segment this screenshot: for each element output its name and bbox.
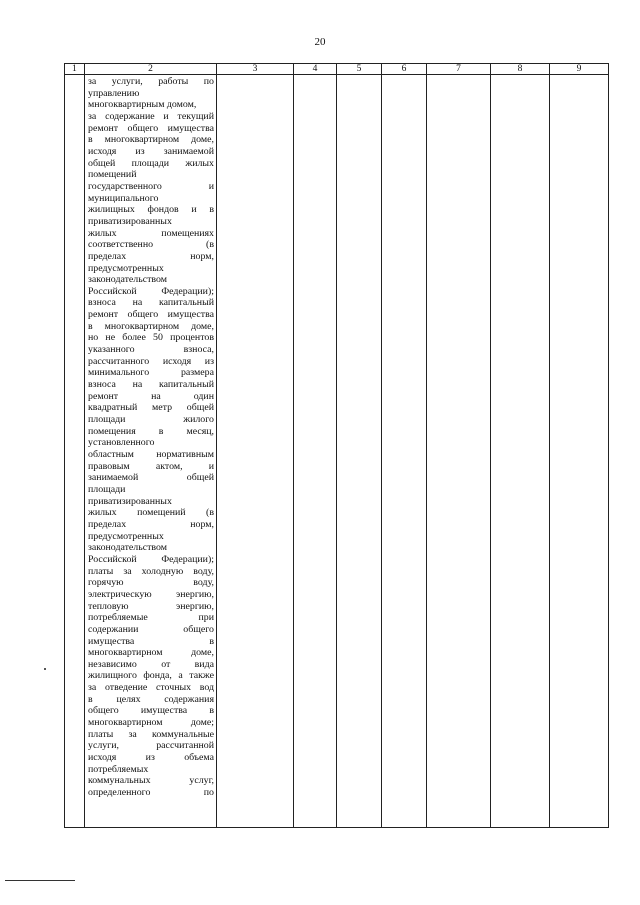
column-header-8: 8 (491, 64, 550, 75)
cell-col-3 (217, 75, 294, 828)
column-header-5: 5 (337, 64, 382, 75)
text-line: многоквартирным домом, (88, 99, 197, 111)
column-header-1: 1 (65, 64, 85, 75)
text-line: но не более 50 процентов (88, 332, 214, 344)
cell-col-9 (550, 75, 609, 828)
text-line: многоквартирном доме, (88, 647, 214, 659)
text-line: рассчитанного исходя из (88, 355, 214, 367)
scan-artifact (44, 668, 46, 670)
cell-col-6 (382, 75, 427, 828)
text-line: потребляемых (88, 763, 149, 775)
text-line: площади (88, 483, 126, 495)
column-header-4: 4 (294, 64, 337, 75)
table-row (65, 75, 609, 828)
text-line: потребляемые при (88, 612, 214, 624)
text-line: независимо от вида (88, 658, 214, 670)
cell-col-1 (65, 75, 85, 828)
text-line: правовым актом, и (88, 460, 214, 472)
text-line: приватизированных (88, 215, 172, 227)
text-line: пределах норм, (88, 250, 214, 262)
text-line: определенного по (88, 787, 214, 799)
column-header-7: 7 (427, 64, 491, 75)
column-header-9: 9 (550, 64, 609, 75)
text-line: содержании общего (88, 623, 214, 635)
text-line: ремонт общего имущества (88, 309, 214, 321)
text-line: тепловую энергию, (88, 600, 214, 612)
text-line: помещений (88, 169, 137, 181)
column-header-3: 3 (217, 64, 294, 75)
text-line: взноса на капитальный (88, 297, 214, 309)
data-table (64, 63, 609, 828)
text-line: в многоквартирном доме, (88, 320, 214, 332)
text-line: многоквартирном доме; (88, 717, 214, 729)
text-line: электрическую энергию, (88, 588, 214, 600)
text-line: платы за коммунальные (88, 728, 214, 740)
text-line: услуги, рассчитанной (88, 740, 214, 752)
text-line: областным нормативным (88, 449, 214, 460)
text-line: помещения в месяц, (88, 425, 214, 437)
text-line: приватизированных (88, 495, 172, 507)
text-line: исходя из занимаемой (88, 145, 214, 157)
text-line: имущества в (88, 635, 214, 647)
text-line: общего имущества в (88, 705, 214, 717)
text-line: минимального размера (88, 367, 214, 379)
column-header-6: 6 (382, 64, 427, 75)
text-line: ремонт общего имущества (88, 122, 214, 134)
text-line: жилищного фонда, а также (88, 670, 214, 682)
text-line: законодательством (88, 274, 168, 286)
text-line: установленного (88, 437, 155, 449)
text-line: горячую воду, (88, 577, 214, 589)
text-line: пределах норм, (88, 518, 214, 530)
text-line: ремонт на один (88, 390, 214, 402)
text-line: управлению (88, 87, 140, 99)
text-line: общей площади жилых (88, 157, 214, 169)
text-line: законодательством (88, 542, 168, 554)
text-line: исходя из объема (88, 752, 214, 764)
text-line: указанного взноса, (88, 344, 214, 356)
text-line: за отведение сточных вод (88, 682, 214, 694)
text-line: Российской Федерации); (88, 553, 214, 565)
text-line: жилищных фондов и в (88, 204, 214, 216)
cell-col-8 (491, 75, 550, 828)
text-line: квадратный метр общей (88, 402, 214, 414)
text-line: Российской Федерации); (88, 285, 214, 297)
cell-col-5 (337, 75, 382, 828)
text-line: платы за холодную воду, (88, 565, 214, 577)
cell-col-2-text (85, 75, 216, 799)
text-line: в целях содержания (88, 693, 214, 705)
cell-col-7 (427, 75, 491, 828)
text-line: взноса на капитальный (88, 379, 214, 391)
text-line: соответственно (в (88, 239, 214, 251)
text-line: жилых помещений (в (88, 507, 214, 519)
text-line: предусмотренных (88, 262, 164, 274)
text-line: занимаемой общей (88, 472, 214, 484)
text-line: муниципального (88, 192, 159, 204)
text-line: предусмотренных (88, 530, 164, 542)
text-line: государственного и (88, 180, 214, 192)
text-line: жилых помещениях (88, 227, 214, 239)
column-header-2: 2 (85, 64, 217, 75)
cell-col-2 (85, 75, 217, 828)
page-number: 20 (314, 36, 326, 48)
text-line: коммунальных услуг, (88, 775, 214, 787)
footnote-rule (5, 880, 75, 881)
text-line: в многоквартирном доме, (88, 134, 214, 146)
text-line: за услуги, работы по (88, 76, 214, 87)
cell-col-4 (294, 75, 337, 828)
text-line: площади жилого (88, 414, 214, 426)
text-line: за содержание и текущий (88, 110, 214, 122)
column-number-row (65, 64, 609, 75)
